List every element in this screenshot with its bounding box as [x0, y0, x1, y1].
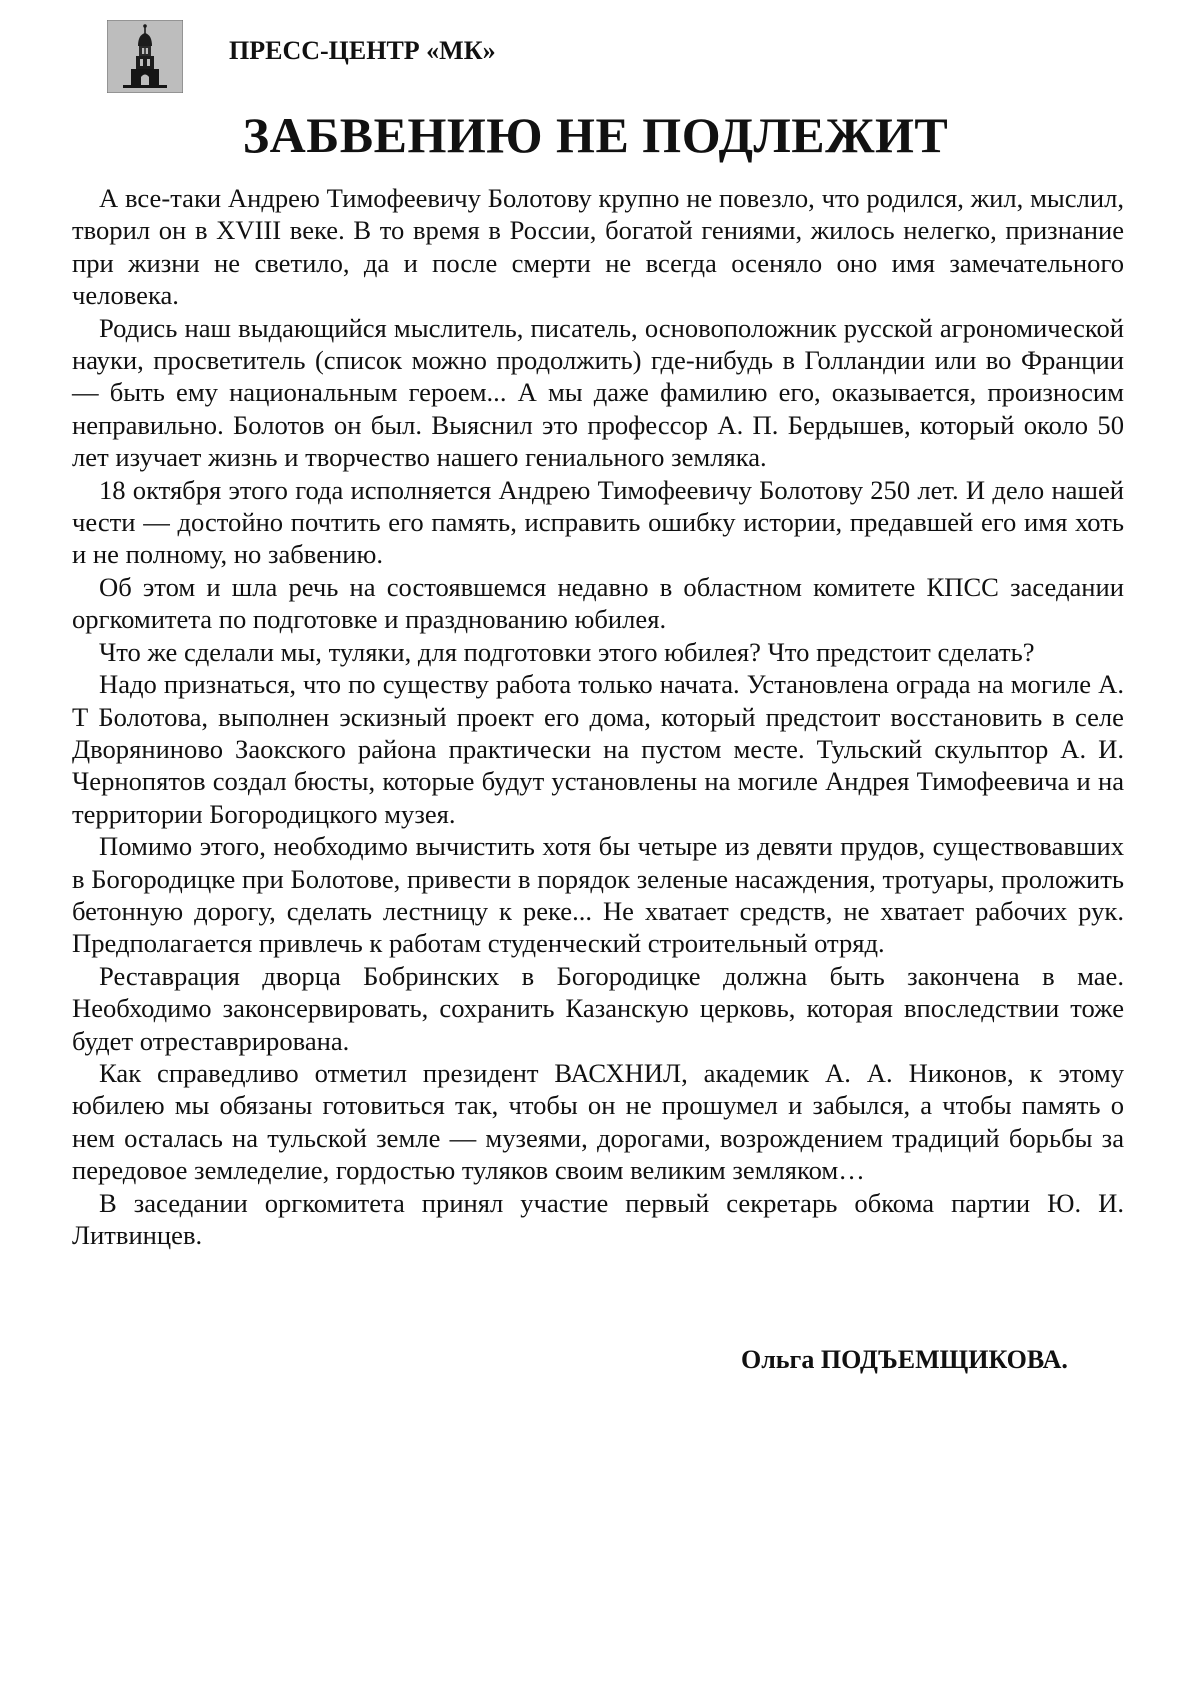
article-paragraph: Родись наш выдающийся мыслитель, писатель, основоположник русской агрономической науки, просветитель (список можно продолжить) где-нибудь в Голландии или во Франции — быть ему национальным героем... А мы даже фамилию его, оказывается, произносим неправильно. Болотов он был. Выяснил это профессор А. П. Бердышев, который около 50 лет изучает жизнь и творчество нашего гениального земляка.	[72, 312, 1124, 473]
article-title: ЗАБВЕНИЮ НЕ ПОДЛЕЖИТ	[242, 107, 949, 163]
article-paragraph: В заседании оргкомитета принял участие первый секретарь обкома партии Ю. И. Литвинцев.	[72, 1187, 1124, 1250]
author-signature: Ольга ПОДЪЕМЩИКОВА.	[741, 1345, 1068, 1374]
article-paragraph: 18 октября этого года исполняется Андрею Тимофеевичу Болотову 250 лет. И дело нашей чести — достойно почтить его память, исправить ошибку истории, предавшей его имя хоть и не полному, но забвению.	[72, 474, 1124, 570]
article-paragraph: Об этом и шла речь на состоявшемся недавно в областном комитете КПСС заседании оргкомитета по подготовке и празднованию юбилея.	[72, 571, 1124, 635]
article-paragraph: Реставрация дворца Бобринских в Богородицке должна быть закончена в мае. Необходимо законсервировать, сохранить Казанскую церковь, которая впоследствии тоже будет отреставрирована.	[72, 960, 1124, 1056]
kremlin-tower-emblem-icon	[107, 20, 183, 93]
press-center-heading: ПРЕСС-ЦЕНТР «МК»	[229, 36, 496, 65]
article-paragraph: Надо признаться, что по существу работа только начата. Установлена ограда на могиле А. Т Болотова, выполнен эскизный проект его дома, который предстоит восстановить в селе Дворяниново Заокского района практически на пустом месте. Тульский скульптор А. И. Чернопятов создал бюсты, которые будут установлены на могиле Андрея Тимофеевича и на территории Богородицкого музея.	[72, 669, 1124, 829]
article-paragraph: А все-таки Андрею Тимофеевичу Болотову крупно не повезло, что родился, жил, мыслил, творил он в XVIII веке. В то время в России, богатой гениями, жилось нелегко, признание при жизни не светило, да и после смерти не всегда осеняло оно имя замечательного человека.	[72, 183, 1124, 311]
article-paragraph: Как справедливо отметил президент ВАСХНИЛ, академик А. А. Никонов, к этому юбилею мы обязаны готовиться так, чтобы он не прошумел и забылся, а чтобы память о нем осталась на тульской земле — музеями, дорогами, возрождением традиций борьбы за передовое земледелие, гордостью туляков своим великим земляком…	[72, 1057, 1124, 1186]
article-paragraph: Что же сделали мы, туляки, для подготовки этого юбилея? Что предстоит сделать?	[99, 636, 1035, 667]
article-paragraph: Помимо этого, необходимо вычистить хотя бы четыре из девяти прудов, существовавших в Богородицке при Болотове, привести в порядок зеленые насаждения, тротуары, проложить бетонную дорогу, сделать лестницу к реке... Не хватает средств, не хватает рабочих рук. Предполагается привлечь к работам студенческий строительный отряд.	[72, 831, 1124, 959]
article-body	[72, 182, 1124, 1251]
